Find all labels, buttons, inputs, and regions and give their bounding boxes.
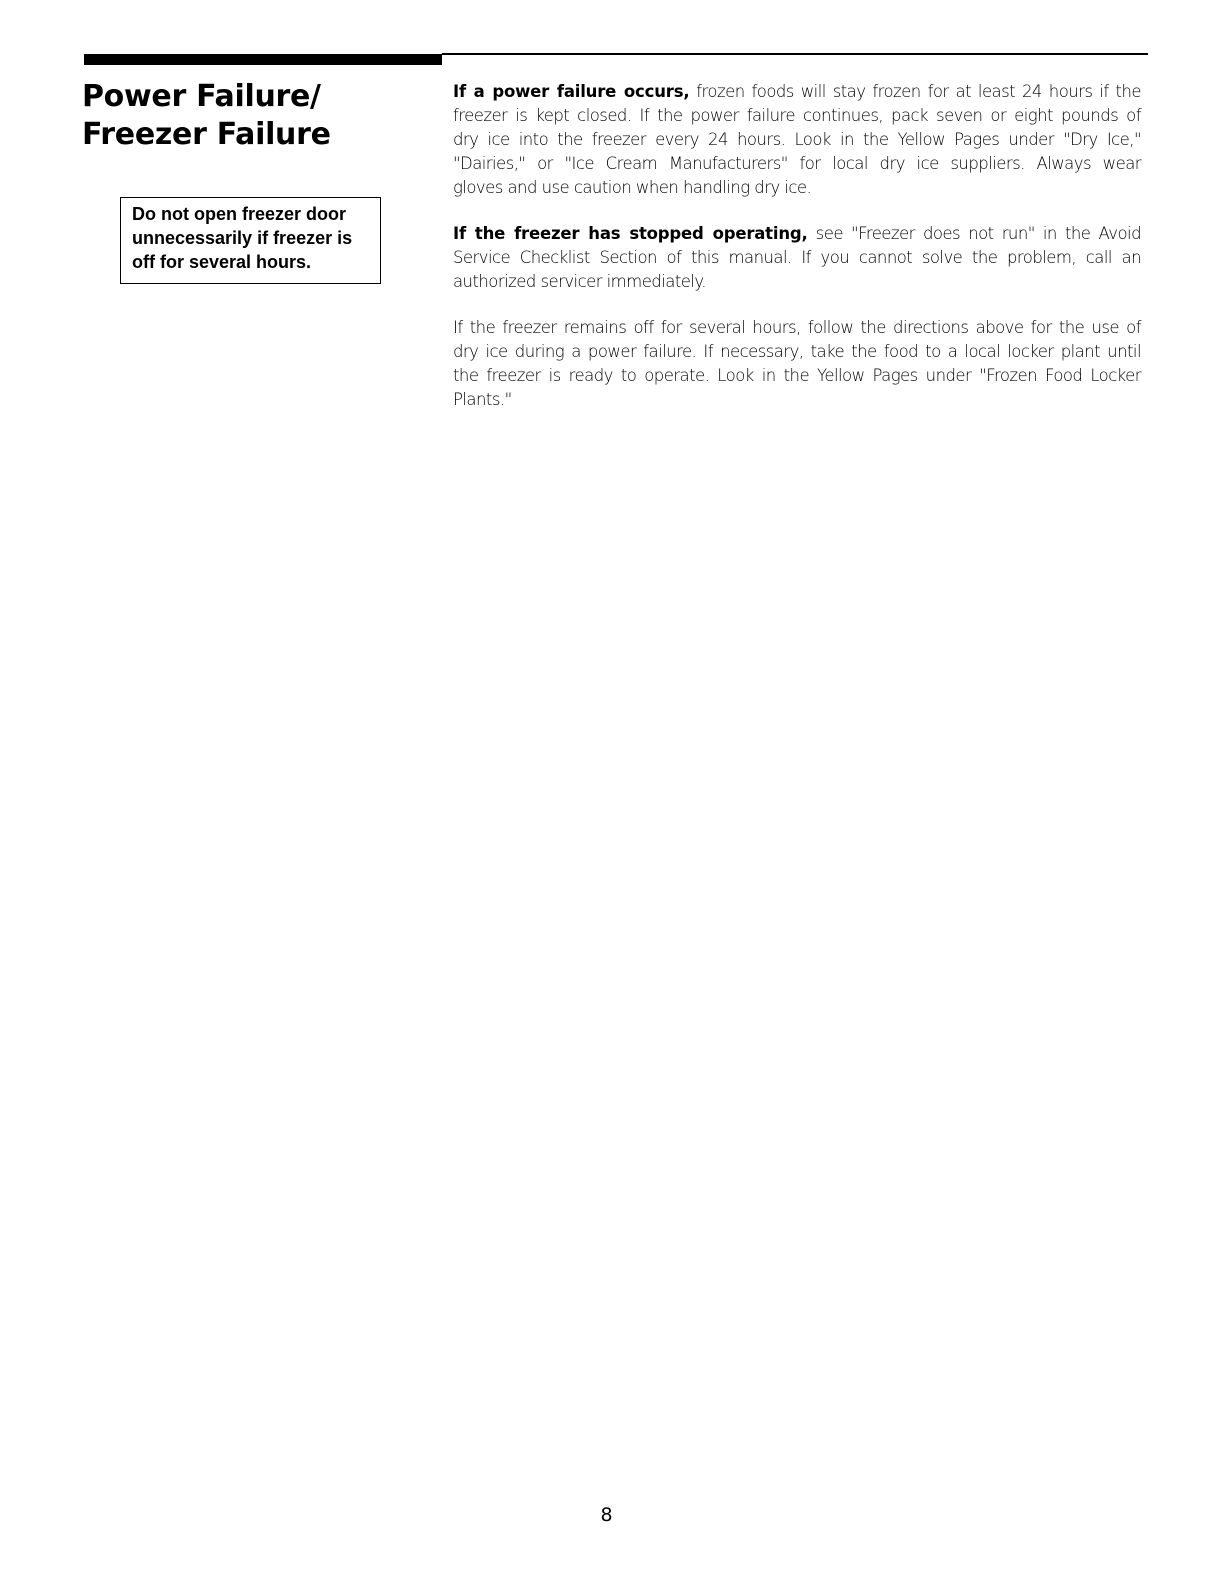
section-title-line: Freezer Failure xyxy=(82,117,331,152)
paragraph-line xyxy=(453,80,1141,104)
paragraph-line: the freezer is ready to operate. Look in the Yellow Pages under "Frozen Food Locker xyxy=(453,366,1141,385)
notice-line: off for several hours. xyxy=(132,252,312,272)
paragraph-remains-off xyxy=(453,316,1141,412)
body-column xyxy=(453,80,1141,434)
paragraph-text: see "Freezer does not run" in the Avoid xyxy=(807,224,1141,243)
paragraph-line: dry ice during a power failure. If necessary, take the food to a local locker plant until xyxy=(453,342,1141,361)
paragraph-line xyxy=(453,222,1141,246)
notice-box xyxy=(120,197,381,284)
paragraph-line: authorized servicer immediately. xyxy=(453,272,706,291)
paragraph-stopped-operating xyxy=(453,222,1141,294)
header-rule-thick xyxy=(84,54,442,65)
notice-line: unnecessarily if freezer is xyxy=(132,228,353,248)
paragraph-lead: If a power failure occurs, xyxy=(453,82,690,101)
paragraph-line: dry ice into the freezer every 24 hours. Look in the Yellow Pages under "Dry Ice," xyxy=(453,130,1141,149)
paragraph-line: If the freezer remains off for several hours, follow the directions above for the use of xyxy=(453,318,1141,337)
paragraph-lead: If the freezer has stopped operating, xyxy=(453,224,808,243)
paragraph-text: frozen foods will stay frozen for at least 24 hours if the xyxy=(689,82,1141,101)
notice-line: Do not open freezer door xyxy=(132,204,347,224)
paragraph-line: gloves and use caution when handling dry ice. xyxy=(453,178,812,197)
section-title xyxy=(82,78,412,154)
header-rule-thin xyxy=(442,53,1148,55)
paragraph-line: Service Checklist Section of this manual. If you cannot solve the problem, call an xyxy=(453,248,1141,267)
paragraph-line: freezer is kept closed. If the power failure continues, pack seven or eight pounds of xyxy=(453,106,1141,125)
section-title-line: Power Failure/ xyxy=(82,79,321,114)
page-number: 8 xyxy=(600,1504,613,1526)
paragraph-power-failure xyxy=(453,80,1141,200)
paragraph-line: "Dairies," or "Ice Cream Manufacturers" for local dry ice suppliers. Always wear xyxy=(453,154,1141,173)
paragraph-line: Plants." xyxy=(453,390,512,409)
